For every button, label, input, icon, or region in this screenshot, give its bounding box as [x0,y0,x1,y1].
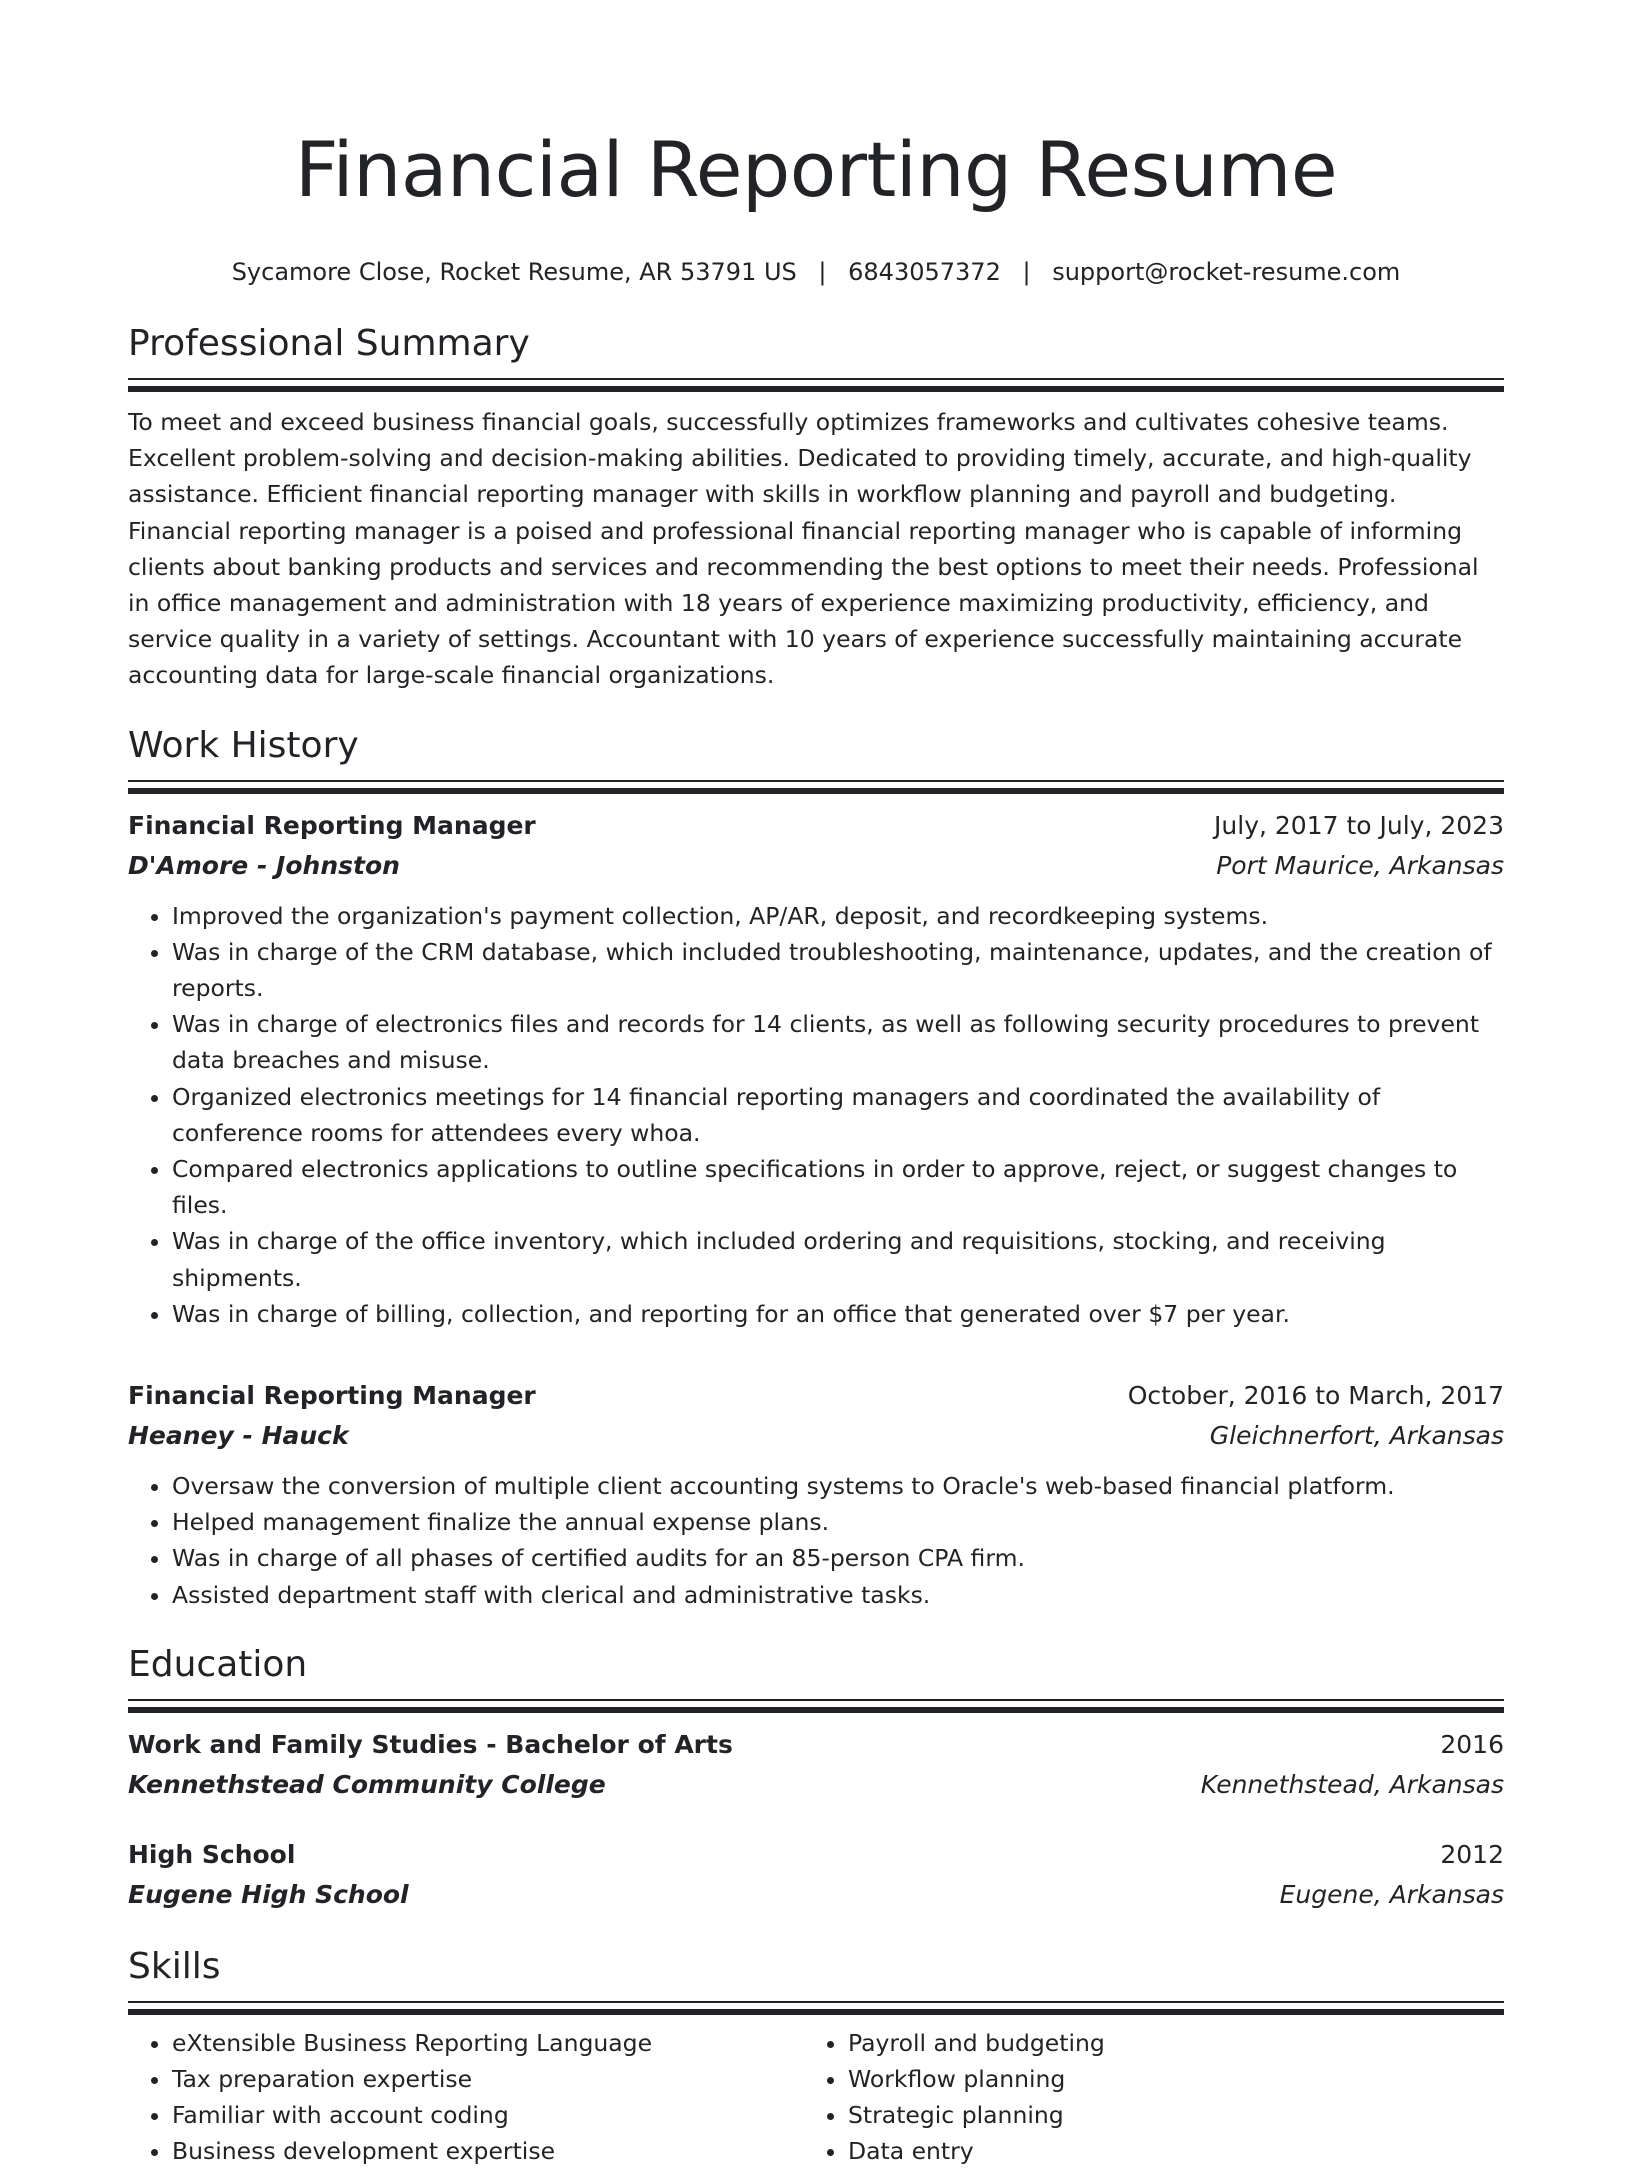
job-entry [128,1376,1504,1613]
job-bullet: • Was in charge of electronics files and records for 14 clients, as well as following security procedures to prevent data breaches and misuse. [172,1006,1504,1078]
job-bullet: • Was in charge of billing, collection, and reporting for an office that generated over $7 per year. [172,1296,1504,1332]
job-location: Port Maurice, Arkansas [1216,850,1504,880]
contact-email: support@rocket-resume.com [1052,258,1401,286]
skill-item: • Familiar with account coding [172,2097,804,2133]
job-entry [128,806,1504,1332]
job-bullet: • Assisted department staff with clerical and administrative tasks. [172,1577,1504,1613]
job-bullet: • Oversaw the conversion of multiple client accounting systems to Oracle's web-based financial platform. [172,1468,1504,1504]
section-divider [128,378,1504,390]
education-degree: High School [128,1839,296,1869]
skills-list-right [804,2025,1504,2170]
job-bullet: • Organized electronics meetings for 14 financial reporting managers and coordinated the availability of conference rooms for attendees every whoa. [172,1079,1504,1151]
summary-text: To meet and exceed business financial goals, successfully optimizes frameworks and cultivates cohesive teams. Excellent problem-solving and decision-making abilities. Dedicated to providing timely, accurate, and high-quality assistance. Efficient financial reporting manager with skills in workflow planning and payroll and budgeting. Financial reporting manager is a poised and professional financial reporting manager who is capable of informing clients about banking products and services and recommending the best options to meet their needs. Professional in office management and administration with 18 years of experience maximizing productivity, efficiency, and service quality in a variety of settings. Accountant with 10 years of experience successfully maintaining accurate accounting data for large-scale financial organizations. [128,408,1479,690]
job-bullet: • Was in charge of the CRM database, which included troubleshooting, maintenance, updates, and the creation of reports. [172,934,1504,1006]
skill-item: • Workflow planning [848,2061,1504,2097]
job-bullet: • Was in charge of all phases of certified audits for an 85-person CPA firm. [172,1540,1504,1576]
job-title: Financial Reporting Manager [128,810,536,840]
contact-address: Sycamore Close, Rocket Resume, AR 53791 US [231,258,797,286]
education-school: Kennethstead Community College [128,1769,606,1799]
summary-section [128,322,1504,694]
education-location: Eugene, Arkansas [1279,1879,1504,1909]
skills-section [128,1945,1504,2170]
skill-item: • Tax preparation expertise [172,2061,804,2097]
job-title: Financial Reporting Manager [128,1381,536,1411]
skills-list-left [128,2025,804,2170]
job-bullet: • Compared electronics applications to outline specifications in order to approve, reject, or suggest changes to files. [172,1151,1504,1223]
contact-phone: 6843057372 [848,258,1001,286]
job-employer: D'Amore - Johnston [128,850,400,880]
skill-item: • Data entry [848,2133,1504,2169]
education-year: 2012 [1440,1839,1504,1869]
skill-item: • Strategic planning [848,2097,1504,2133]
education-year: 2016 [1440,1729,1504,1759]
skills-columns [128,2025,1504,2170]
section-title-skills: Skills [128,1945,221,1987]
contact-separator: | [1022,258,1031,286]
job-bullets [128,1468,1504,1613]
skill-item: • Payroll and budgeting [848,2025,1504,2061]
job-bullet: • Was in charge of the office inventory, which included ordering and requisitions, stocking, and receiving shipments. [172,1223,1504,1295]
education-section [128,1643,1504,1915]
section-title-work-history: Work History [128,724,359,766]
contact-line [128,256,1504,288]
job-bullet: • Improved the organization's payment collection, AP/AR, deposit, and recordkeeping systems. [172,898,1504,934]
job-dates: October, 2016 to March, 2017 [1127,1381,1504,1411]
section-divider [128,780,1504,792]
job-bullets [128,898,1504,1332]
education-school: Eugene High School [128,1879,409,1909]
skill-item: • Business development expertise [172,2133,804,2169]
education-degree: Work and Family Studies - Bachelor of Arts [128,1729,733,1759]
job-location: Gleichnerfort, Arkansas [1209,1421,1504,1451]
section-title-education: Education [128,1643,308,1685]
section-title-summary: Professional Summary [128,323,530,364]
resume-name: Financial Reporting Resume [294,125,1338,214]
job-dates: July, 2017 to July, 2023 [1214,810,1504,840]
skill-item: • eXtensible Business Reporting Language [172,2025,804,2061]
education-entry [128,1725,1504,1805]
education-location: Kennethstead, Arkansas [1200,1769,1504,1799]
section-divider [128,2001,1504,2013]
work-history-section [128,724,1504,1613]
section-divider [128,1699,1504,1711]
job-employer: Heaney - Hauck [128,1421,349,1451]
contact-separator: | [818,258,827,286]
job-bullet: • Helped management finalize the annual expense plans. [172,1504,1504,1540]
education-entry [128,1835,1504,1915]
